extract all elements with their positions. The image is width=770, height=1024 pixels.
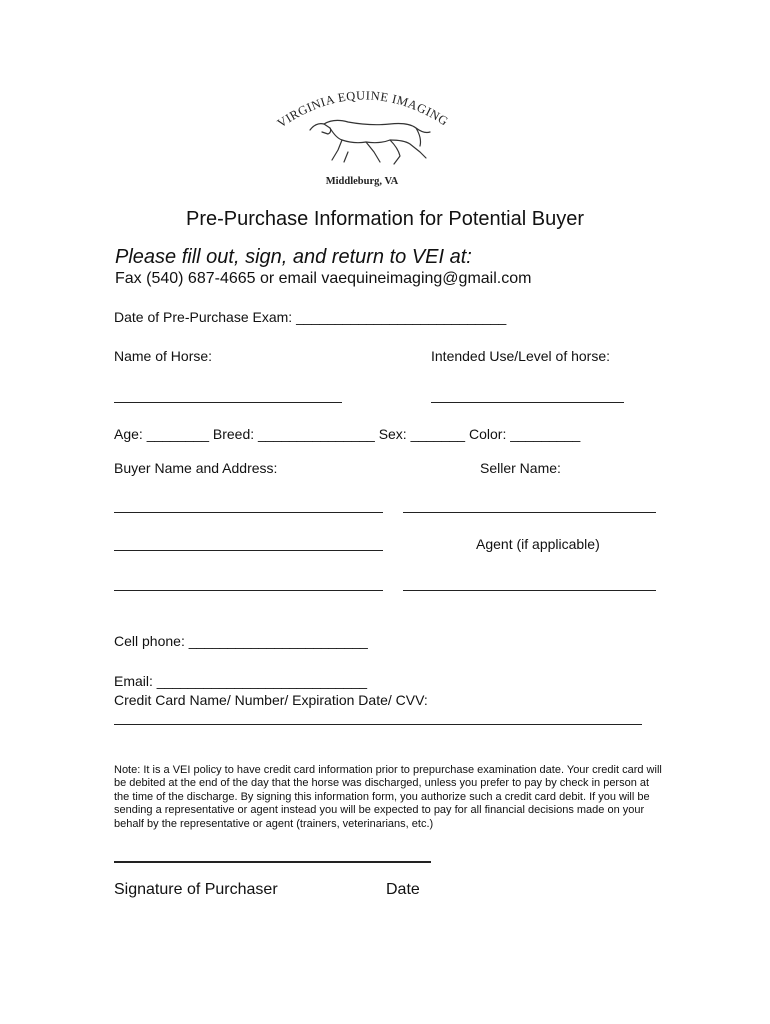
buyer-address-line-2[interactable]: [114, 550, 383, 551]
buyer-name-address-label: Buyer Name and Address:: [114, 460, 278, 476]
policy-note: Note: It is a VEI policy to have credit card information prior to prepurchase examination date. Your credit card will be debited at the end of the day that the horse was discharged, unless you prefer to pay by check in person at the time of the discharge. By signing this information form, you authorize such a credit card debit. If you will be sending a representative or agent instead you will be expected to pay for all financial decisions made on your behalf by the representative or agent (trainers, veterinarians, etc.): [114, 764, 662, 830]
cell-phone-field[interactable]: Cell phone: _______________________: [114, 633, 368, 649]
agent-line[interactable]: [403, 590, 656, 591]
credit-card-line[interactable]: [114, 724, 642, 725]
agent-label: Agent (if applicable): [476, 536, 600, 552]
seller-name-line[interactable]: [403, 512, 656, 513]
intended-use-label: Intended Use/Level of horse:: [431, 348, 611, 364]
credit-card-label: Credit Card Name/ Number/ Expiration Date/ CVV:: [114, 692, 428, 708]
instructions-heading: Please fill out, sign, and return to VEI at:: [115, 246, 472, 268]
email-field[interactable]: Email: ___________________________: [114, 673, 368, 689]
intended-use-line[interactable]: [431, 402, 624, 403]
horse-name-label: Name of Horse:: [114, 348, 213, 364]
buyer-address-line-3[interactable]: [114, 590, 383, 591]
signature-label: Signature of Purchaser: [114, 881, 278, 898]
page-title: Pre-Purchase Information for Potential Buyer: [186, 208, 584, 230]
logo-arc-text: VIRGINIA EQUINE IMAGING: [274, 88, 451, 131]
seller-name-label: Seller Name:: [480, 460, 561, 476]
buyer-address-line-1[interactable]: [114, 512, 383, 513]
signature-line[interactable]: [114, 861, 431, 863]
horse-name-line[interactable]: [114, 402, 342, 403]
date-label: Date: [386, 881, 420, 898]
logo-location: Middleburg, VA: [325, 176, 399, 187]
vei-logo: [270, 78, 455, 190]
exam-date-field[interactable]: Date of Pre-Purchase Exam: ___________________________: [114, 309, 507, 325]
age-breed-sex-color-field[interactable]: Age: ________ Breed: _______________ Sex: _______ Color: _________: [114, 426, 581, 442]
horse-logo-icon: [270, 78, 455, 190]
contact-info: Fax (540) 687-4665 or email vaequineimaging@gmail.com: [115, 270, 532, 287]
